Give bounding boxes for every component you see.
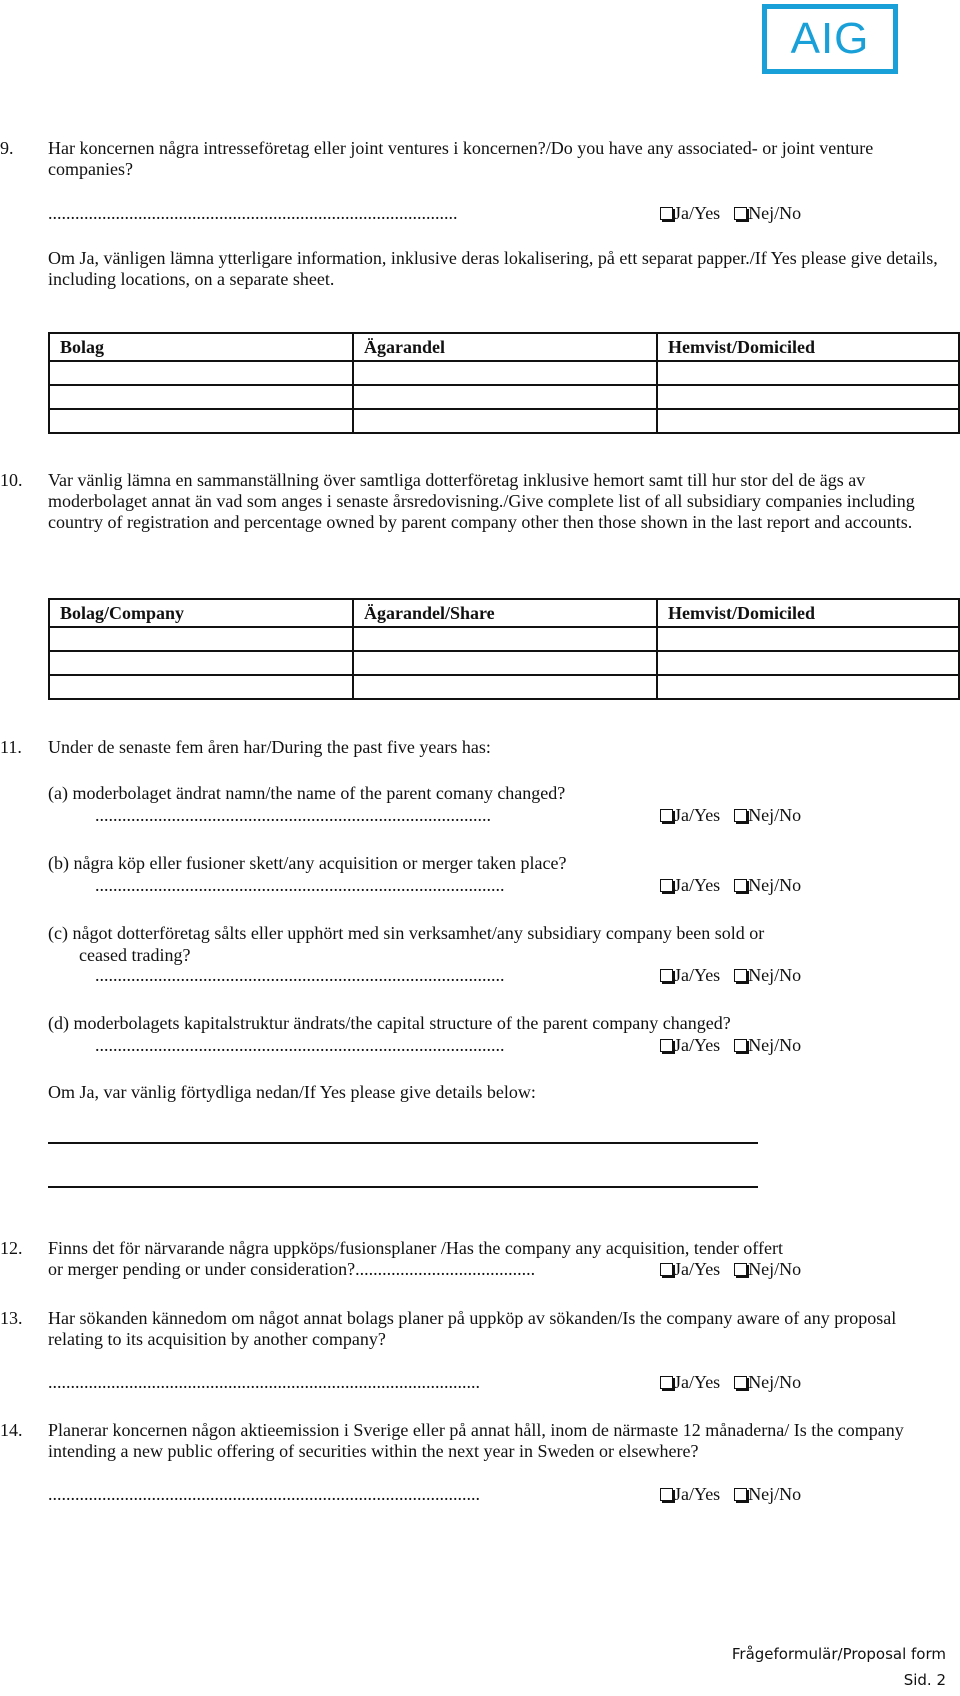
checkbox-icon[interactable] — [660, 1263, 673, 1276]
table-cell[interactable] — [657, 361, 959, 385]
q12-text-continued: or merger pending or under consideration?........................................ — [48, 1259, 536, 1279]
answer-line[interactable] — [48, 1186, 758, 1188]
header-cell: Bolag/Company — [49, 599, 353, 627]
q11b-no-option[interactable]: Nej/No — [734, 875, 801, 895]
q10-text: Var vänlig lämna en sammanställning över samtliga dotterföretag inklusive hemort samt till hur stor del de ägs av moderbolaget annat än vad som anges i senaste årsredovisning./Give complete list of all subsidiary companies including country of registration and percentage owned by parent company other then those shown in the last report and accounts. — [48, 470, 915, 532]
table-cell[interactable] — [353, 361, 657, 385]
checkbox-icon[interactable] — [734, 1263, 747, 1276]
table-row — [49, 627, 959, 651]
q11b-dots: ........................................................................................... — [95, 875, 505, 895]
q11d-yes-option[interactable]: Ja/Yes — [660, 1035, 720, 1055]
q14-dots: ................................................................................................ — [48, 1484, 480, 1504]
aig-logo: AIG — [762, 4, 898, 74]
table-header-row — [49, 599, 959, 627]
checkbox-icon[interactable] — [734, 207, 747, 220]
table-header-row — [49, 333, 959, 361]
table-cell[interactable] — [49, 651, 353, 675]
header-cell: Bolag — [49, 333, 353, 361]
q11-text: Under de senaste fem åren har/During the past five years has: — [48, 737, 491, 757]
q11d-label: (d) moderbolagets kapitalstruktur ändrats/the capital structure of the parent company changed? — [48, 1013, 731, 1033]
q11b-label: (b) några köp eller fusioner skett/any acquisition or merger taken place? — [48, 853, 567, 873]
q9-choices — [660, 203, 815, 224]
q11d-choices — [660, 1035, 815, 1056]
checkbox-icon[interactable] — [660, 969, 673, 982]
table-cell[interactable] — [353, 385, 657, 409]
q9-yes-option[interactable]: Ja/Yes — [660, 203, 720, 223]
table-cell[interactable] — [657, 675, 959, 699]
checkbox-icon[interactable] — [660, 1376, 673, 1389]
q12-choices — [660, 1259, 815, 1280]
table-cell[interactable] — [353, 627, 657, 651]
q11c-label: (c) något dotterföretag sålts eller upphört med sin verksamhet/any subsidiary company been sold or — [48, 923, 765, 943]
q11d-dots: ........................................................................................... — [95, 1035, 505, 1055]
q11a-no-option[interactable]: Nej/No — [734, 805, 801, 825]
table-row — [49, 651, 959, 675]
header-cell: Hemvist/Domiciled — [657, 599, 959, 627]
q14-text: Planerar koncernen någon aktieemission i Sverige eller på annat håll, inom de närmaste 12 månaderna/ Is the company intending a new public offering of securities within the next year in Sweden or elsewhere? — [48, 1420, 904, 1461]
table-cell[interactable] — [657, 385, 959, 409]
q13-text: Har sökanden kännedom om något annat bolags planer på uppköp av sökanden/Is the company aware of any proposal relating to its acquisition by another company? — [48, 1308, 897, 1349]
checkbox-icon[interactable] — [734, 969, 747, 982]
q14-yes-option[interactable]: Ja/Yes — [660, 1484, 720, 1504]
q9-no-option[interactable]: Nej/No — [734, 203, 801, 223]
q14-no-option[interactable]: Nej/No — [734, 1484, 801, 1504]
q11c-choices — [660, 965, 815, 986]
table-cell[interactable] — [657, 627, 959, 651]
q11b-yes-option[interactable]: Ja/Yes — [660, 875, 720, 895]
table-row — [49, 385, 959, 409]
header-cell: Ägarandel/Share — [353, 599, 657, 627]
q11a-yes-option[interactable]: Ja/Yes — [660, 805, 720, 825]
q11c-dots: ........................................................................................... — [95, 965, 505, 985]
table-cell[interactable] — [49, 361, 353, 385]
q9-note: Om Ja, vänligen lämna ytterligare information, inklusive deras lokalisering, på ett separat papper./If Yes please give details, including locations, on a separate sheet. — [48, 248, 938, 289]
table-row — [49, 409, 959, 433]
q12-no-option[interactable]: Nej/No — [734, 1259, 801, 1279]
table-cell[interactable] — [49, 627, 353, 651]
q12-yes-option[interactable]: Ja/Yes — [660, 1259, 720, 1279]
answer-line[interactable] — [48, 1142, 758, 1144]
checkbox-icon[interactable] — [734, 809, 747, 822]
q14-choices — [660, 1484, 815, 1505]
q11c-no-option[interactable]: Nej/No — [734, 965, 801, 985]
q13-yes-option[interactable]: Ja/Yes — [660, 1372, 720, 1392]
q11d-no-option[interactable]: Nej/No — [734, 1035, 801, 1055]
q12-number: 12. — [0, 1238, 23, 1258]
q11-details-prompt: Om Ja, var vänlig förtydliga nedan/If Yes please give details below: — [48, 1082, 536, 1102]
q11a-label: (a) moderbolaget ändrat namn/the name of the parent comany changed? — [48, 783, 566, 803]
table-row — [49, 675, 959, 699]
table-cell[interactable] — [657, 409, 959, 433]
checkbox-icon[interactable] — [660, 879, 673, 892]
q13-no-option[interactable]: Nej/No — [734, 1372, 801, 1392]
q9-number: 9. — [0, 138, 14, 158]
checkbox-icon[interactable] — [734, 1039, 747, 1052]
checkbox-icon[interactable] — [660, 1039, 673, 1052]
checkbox-icon[interactable] — [660, 809, 673, 822]
table-cell[interactable] — [353, 651, 657, 675]
q11-number: 11. — [0, 737, 22, 757]
checkbox-icon[interactable] — [734, 1376, 747, 1389]
q10-number: 10. — [0, 470, 23, 490]
q13-choices — [660, 1372, 815, 1393]
table-cell[interactable] — [657, 651, 959, 675]
table-cell[interactable] — [353, 409, 657, 433]
q10-table — [48, 598, 960, 700]
table-cell[interactable] — [49, 385, 353, 409]
footer-page-number: Sid. 2 — [903, 1671, 946, 1689]
q12-text: Finns det för närvarande några uppköps/fusionsplaner /Has the company any acquisition, tender offert — [48, 1238, 783, 1258]
checkbox-icon[interactable] — [660, 1488, 673, 1501]
footer-form-title: Frågeformulär/Proposal form — [731, 1645, 946, 1663]
checkbox-icon[interactable] — [734, 879, 747, 892]
table-cell[interactable] — [49, 409, 353, 433]
header-cell: Hemvist/Domiciled — [657, 333, 959, 361]
q9-table — [48, 332, 960, 434]
q11a-dots: ........................................................................................ — [95, 805, 491, 825]
q9-dots: ........................................................................................... — [48, 203, 458, 223]
header-cell: Ägarandel — [353, 333, 657, 361]
q11a-choices — [660, 805, 815, 826]
q11c-yes-option[interactable]: Ja/Yes — [660, 965, 720, 985]
table-row — [49, 361, 959, 385]
table-cell[interactable] — [49, 675, 353, 699]
q11b-choices — [660, 875, 815, 896]
q13-number: 13. — [0, 1308, 23, 1328]
q11c-label-continued: ceased trading? — [79, 945, 191, 965]
q9-text: Har koncernen några intresseföretag eller joint ventures i koncernen?/Do you have any associated- or joint venture companies? — [48, 138, 874, 179]
q14-number: 14. — [0, 1420, 23, 1440]
q13-dots: ................................................................................................ — [48, 1372, 480, 1392]
checkbox-icon[interactable] — [734, 1488, 747, 1501]
checkbox-icon[interactable] — [660, 207, 673, 220]
table-cell[interactable] — [353, 675, 657, 699]
